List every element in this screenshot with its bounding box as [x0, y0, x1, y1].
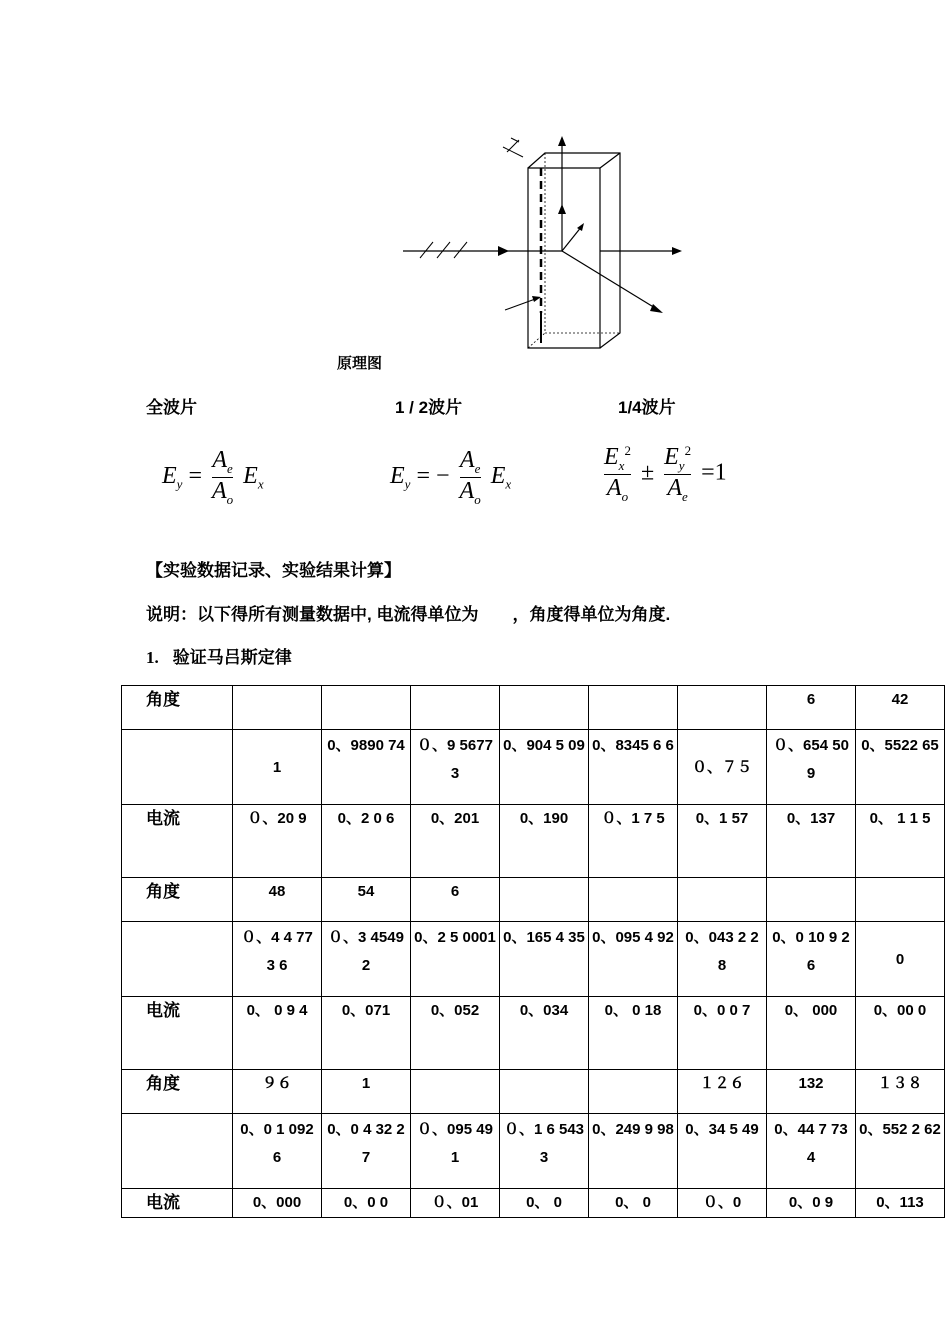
- item-title-text: 验证马吕斯定律: [172, 648, 292, 667]
- table-cell: 0、 0 18: [589, 997, 678, 1070]
- table-cell: [322, 686, 411, 730]
- table-cell: [500, 1070, 589, 1114]
- table-cell: 0、5522 65: [856, 730, 945, 805]
- table-cell: 42: [856, 686, 945, 730]
- table-row: [122, 730, 945, 805]
- table-cell: 0、 0: [589, 1189, 678, 1218]
- table-cell: 0、137: [767, 805, 856, 878]
- table-cell: 0、1 57: [678, 805, 767, 878]
- table-cell: 0、9890 74: [322, 730, 411, 805]
- table-cell: 0、00 0: [856, 997, 945, 1070]
- table-row: [122, 997, 945, 1070]
- table-cell: 0、2 5 0001: [411, 922, 500, 997]
- full-waveplate-label: 全波片: [146, 398, 197, 417]
- item-title: [146, 643, 292, 668]
- table-cell: ０、4 4 77 3 6: [233, 922, 322, 997]
- row-header: [122, 922, 233, 997]
- table-row: [122, 1070, 945, 1114]
- table-cell: [411, 686, 500, 730]
- table-cell: ０、0: [678, 1189, 767, 1218]
- row-header: [122, 730, 233, 805]
- table-cell: １２６: [678, 1070, 767, 1114]
- table-cell: 0、 0 9 4: [233, 997, 322, 1070]
- half-waveplate-label: 1 / 2波片: [395, 398, 463, 417]
- table-cell: 6: [411, 878, 500, 922]
- table-cell: 0、095 4 92: [589, 922, 678, 997]
- table-row: [122, 805, 945, 878]
- table-cell: 0、 000: [767, 997, 856, 1070]
- table-cell: 1: [233, 730, 322, 805]
- table-row: [122, 878, 945, 922]
- row-header: 电流: [122, 805, 233, 878]
- formula-full-wave: $E_y$ = $\frac{A_e}{A_o}$ $E_x$: [162, 447, 264, 507]
- table-row: [122, 922, 945, 997]
- table-cell: [589, 878, 678, 922]
- table-cell: 0、000: [233, 1189, 322, 1218]
- table-cell: [678, 686, 767, 730]
- table-cell: 0: [856, 922, 945, 997]
- table-cell: 0、34 5 49: [678, 1114, 767, 1189]
- table-cell: 0、904 5 09: [500, 730, 589, 805]
- row-header: 电流: [122, 997, 233, 1070]
- principle-diagram: [395, 128, 695, 353]
- table-cell: 0、 1 1 5: [856, 805, 945, 878]
- table-cell: ０、1 7 5: [589, 805, 678, 878]
- table-row: [122, 1114, 945, 1189]
- table-cell: 0、0 0: [322, 1189, 411, 1218]
- table-cell: 0、44 7 73 4: [767, 1114, 856, 1189]
- row-header: 角度: [122, 878, 233, 922]
- table-cell: 0、113: [856, 1189, 945, 1218]
- table-cell: [233, 686, 322, 730]
- table-cell: 0、190: [500, 805, 589, 878]
- formula-quarter-wave: $\frac{E_x^2}{A_o}$ ± $\frac{E_y^2}{A_e}$ =1: [604, 443, 727, 504]
- quarter-waveplate-label: 1/4波片: [618, 398, 676, 417]
- table-cell: 0、0 10 9 2 6: [767, 922, 856, 997]
- table-cell: 0、0 9: [767, 1189, 856, 1218]
- item-number: 1.: [146, 648, 159, 667]
- table-cell: ０、095 491: [411, 1114, 500, 1189]
- table-cell: [411, 1070, 500, 1114]
- row-header: [122, 1114, 233, 1189]
- table-cell: 0、2 0 6: [322, 805, 411, 878]
- diagram-caption: 原理图: [337, 355, 383, 372]
- table-cell: ９６: [233, 1070, 322, 1114]
- table-cell: 0、052: [411, 997, 500, 1070]
- table-cell: 54: [322, 878, 411, 922]
- table-cell: 0、201: [411, 805, 500, 878]
- row-header: 角度: [122, 1070, 233, 1114]
- table-cell: 0、034: [500, 997, 589, 1070]
- table-cell: [589, 1070, 678, 1114]
- table-cell: ０、20 9: [233, 805, 322, 878]
- table-cell: ０、01: [411, 1189, 500, 1218]
- table-cell: 0、071: [322, 997, 411, 1070]
- table-cell: 0、8345 6 6: [589, 730, 678, 805]
- section-heading: 【实验数据记录、实验结果计算】: [146, 561, 401, 580]
- table-cell: 0、043 2 2 8: [678, 922, 767, 997]
- table-cell: [589, 686, 678, 730]
- table-row: [122, 1189, 945, 1218]
- table-cell: ０、654 509: [767, 730, 856, 805]
- table-row: [122, 686, 945, 730]
- table-cell: [678, 878, 767, 922]
- malus-law-table: [121, 685, 945, 1218]
- units-note: 说明：以下得所有测量数据中, 电流得单位为 ，角度得单位为角度.: [146, 605, 671, 624]
- table-cell: ０、3 4549 2: [322, 922, 411, 997]
- table-cell: 1: [322, 1070, 411, 1114]
- table-cell: 0、0 0 7: [678, 997, 767, 1070]
- table-cell: [767, 878, 856, 922]
- table-cell: ０、1 6 5433: [500, 1114, 589, 1189]
- table-cell: 6: [767, 686, 856, 730]
- table-cell: 0、249 9 98: [589, 1114, 678, 1189]
- table-cell: １３８: [856, 1070, 945, 1114]
- table-cell: [856, 878, 945, 922]
- row-header: 电流: [122, 1189, 233, 1218]
- table-cell: 0、0 4 32 2 7: [322, 1114, 411, 1189]
- table-cell: ０、9 56773: [411, 730, 500, 805]
- table-cell: 0、 0: [500, 1189, 589, 1218]
- table-cell: 0、165 4 35: [500, 922, 589, 997]
- row-header: 角度: [122, 686, 233, 730]
- formula-half-wave: $E_y$ = − $\frac{A_e}{A_o}$ $E_x$: [390, 447, 512, 507]
- table-cell: [500, 878, 589, 922]
- table-cell: 0、0 1 092 6: [233, 1114, 322, 1189]
- table-cell: 132: [767, 1070, 856, 1114]
- table-cell: [500, 686, 589, 730]
- table-cell: 0、552 2 62: [856, 1114, 945, 1189]
- table-cell: 48: [233, 878, 322, 922]
- table-cell: ０、７５: [678, 730, 767, 805]
